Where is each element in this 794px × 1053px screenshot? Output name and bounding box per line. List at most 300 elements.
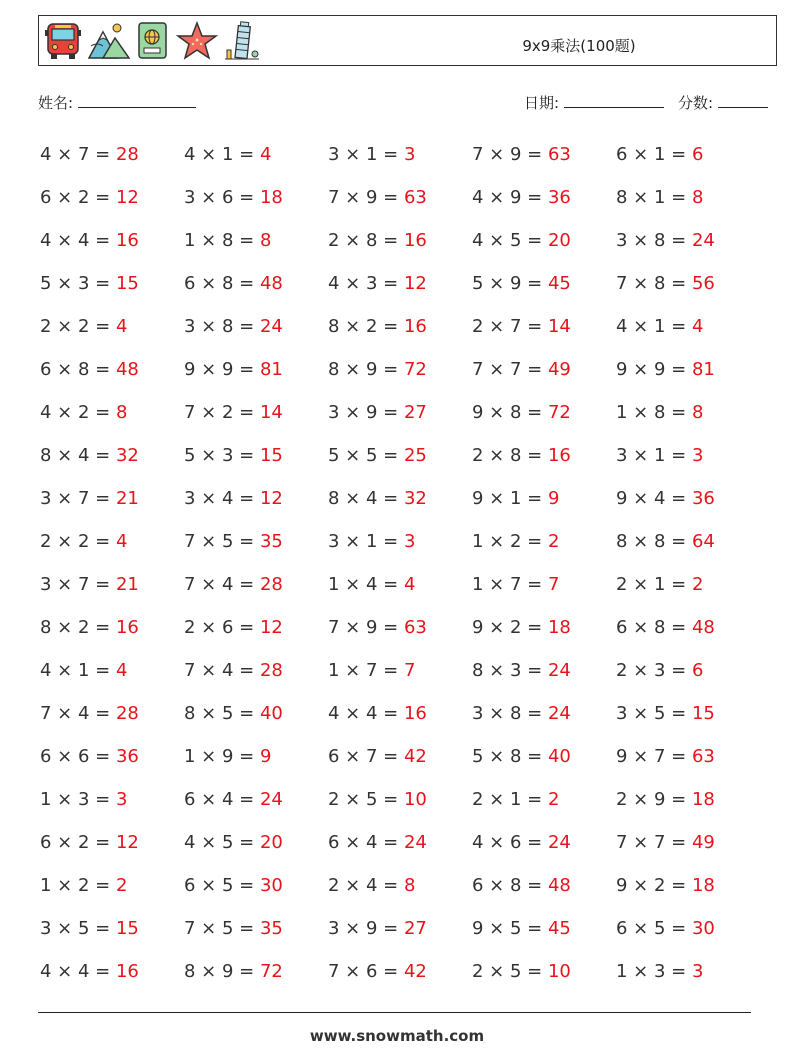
problem-cell <box>328 305 472 348</box>
problem-answer: 24 <box>547 832 571 853</box>
problem-answer: 48 <box>547 875 571 896</box>
problem-question: 9 × 9 = <box>616 359 687 380</box>
problem-row <box>40 391 760 434</box>
problem-question: 5 × 3 = <box>40 273 111 294</box>
problem-cell <box>616 864 760 907</box>
problem-cell <box>328 176 472 219</box>
problem-answer: 16 <box>115 230 139 251</box>
problem-cell <box>40 950 184 993</box>
problem-cell <box>184 262 328 305</box>
problem-question: 3 × 1 = <box>328 531 399 552</box>
problem-question: 1 × 8 = <box>184 230 255 251</box>
problem-question: 2 × 2 = <box>40 531 111 552</box>
problem-row <box>40 520 760 563</box>
problem-question: 6 × 8 = <box>40 359 111 380</box>
problem-question: 2 × 5 = <box>328 789 399 810</box>
problem-question: 7 × 2 = <box>184 402 255 423</box>
problem-question: 6 × 8 = <box>616 617 687 638</box>
problem-cell <box>40 649 184 692</box>
problem-answer: 8 <box>115 402 128 423</box>
problem-answer: 14 <box>547 316 571 337</box>
problem-question: 7 × 7 = <box>616 832 687 853</box>
problem-question: 4 × 6 = <box>472 832 543 853</box>
problem-answer: 48 <box>259 273 283 294</box>
problem-answer: 18 <box>259 187 283 208</box>
problem-cell <box>328 348 472 391</box>
problem-row <box>40 735 760 778</box>
problem-cell <box>472 262 616 305</box>
problem-row <box>40 262 760 305</box>
problem-cell <box>328 778 472 821</box>
problem-answer: 32 <box>403 488 427 509</box>
problem-cell <box>616 133 760 176</box>
mountain-icon <box>87 20 131 62</box>
problem-question: 5 × 9 = <box>472 273 543 294</box>
problem-cell <box>40 133 184 176</box>
problem-answer: 48 <box>115 359 139 380</box>
problem-cell <box>328 907 472 950</box>
problem-question: 8 × 3 = <box>472 660 543 681</box>
problem-question: 4 × 5 = <box>184 832 255 853</box>
problem-cell <box>328 864 472 907</box>
problem-cell <box>472 391 616 434</box>
problem-cell <box>472 606 616 649</box>
score-label: 分数: <box>678 94 714 112</box>
problem-cell <box>472 563 616 606</box>
problem-row <box>40 606 760 649</box>
header-icons <box>43 19 261 63</box>
problem-row <box>40 907 760 950</box>
problem-cell <box>40 520 184 563</box>
problem-question: 9 × 4 = <box>616 488 687 509</box>
problem-answer: 8 <box>259 230 272 251</box>
problem-cell <box>472 821 616 864</box>
problem-question: 5 × 8 = <box>472 746 543 767</box>
problem-answer: 63 <box>547 144 571 165</box>
date-blank[interactable] <box>564 93 664 108</box>
problem-cell <box>616 907 760 950</box>
problem-question: 1 × 3 = <box>40 789 111 810</box>
problem-answer: 16 <box>115 961 139 982</box>
problem-question: 4 × 7 = <box>40 144 111 165</box>
problem-cell <box>328 735 472 778</box>
problem-answer: 35 <box>259 531 283 552</box>
date-label: 日期: <box>524 94 560 112</box>
problem-answer: 16 <box>547 445 571 466</box>
problem-question: 1 × 7 = <box>328 660 399 681</box>
problem-cell <box>328 821 472 864</box>
problem-question: 8 × 2 = <box>328 316 399 337</box>
problem-cell <box>616 692 760 735</box>
problem-cell <box>328 692 472 735</box>
problem-answer: 6 <box>691 144 704 165</box>
problem-answer: 36 <box>547 187 571 208</box>
problem-question: 7 × 4 = <box>184 660 255 681</box>
problem-question: 4 × 4 = <box>328 703 399 724</box>
problem-answer: 4 <box>259 144 272 165</box>
problem-question: 4 × 4 = <box>40 230 111 251</box>
problem-question: 1 × 3 = <box>616 961 687 982</box>
problem-answer: 8 <box>691 187 704 208</box>
problem-question: 3 × 8 = <box>472 703 543 724</box>
problem-question: 4 × 3 = <box>328 273 399 294</box>
problem-cell <box>616 950 760 993</box>
problem-question: 3 × 7 = <box>40 488 111 509</box>
problem-cell <box>40 692 184 735</box>
problem-answer: 12 <box>115 187 139 208</box>
problem-question: 4 × 4 = <box>40 961 111 982</box>
problem-answer: 15 <box>115 273 139 294</box>
problem-answer: 12 <box>115 832 139 853</box>
problem-question: 6 × 8 = <box>184 273 255 294</box>
problem-row <box>40 348 760 391</box>
problem-cell <box>184 477 328 520</box>
problem-answer: 28 <box>115 144 139 165</box>
problem-row <box>40 692 760 735</box>
problem-cell <box>184 133 328 176</box>
problem-cell <box>328 477 472 520</box>
score-blank[interactable] <box>718 93 768 108</box>
problem-answer: 64 <box>691 531 715 552</box>
problem-row <box>40 950 760 993</box>
problem-question: 3 × 6 = <box>184 187 255 208</box>
problem-cell <box>472 950 616 993</box>
problem-answer: 72 <box>259 961 283 982</box>
problem-answer: 72 <box>403 359 427 380</box>
problem-question: 6 × 1 = <box>616 144 687 165</box>
problem-question: 3 × 8 = <box>184 316 255 337</box>
problem-question: 2 × 9 = <box>616 789 687 810</box>
problem-question: 9 × 9 = <box>184 359 255 380</box>
problem-cell <box>184 907 328 950</box>
problem-grid <box>40 133 760 993</box>
problem-question: 2 × 6 = <box>184 617 255 638</box>
problem-question: 8 × 1 = <box>616 187 687 208</box>
problem-cell <box>328 391 472 434</box>
problem-cell <box>472 477 616 520</box>
footer-divider <box>38 1012 751 1013</box>
problem-question: 7 × 5 = <box>184 531 255 552</box>
problem-answer: 18 <box>547 617 571 638</box>
problem-cell <box>40 563 184 606</box>
problem-cell <box>616 348 760 391</box>
problem-cell <box>40 219 184 262</box>
problem-answer: 63 <box>403 187 427 208</box>
worksheet-title: 9x9乘法(100题) <box>522 37 636 55</box>
problem-cell <box>184 520 328 563</box>
problem-cell <box>40 778 184 821</box>
problem-answer: 63 <box>691 746 715 767</box>
problem-question: 2 × 1 = <box>616 574 687 595</box>
problem-answer: 40 <box>547 746 571 767</box>
name-blank[interactable] <box>78 93 196 108</box>
problem-cell <box>616 563 760 606</box>
problem-question: 4 × 1 = <box>184 144 255 165</box>
problem-cell <box>184 692 328 735</box>
problem-answer: 24 <box>547 703 571 724</box>
problem-answer: 28 <box>259 574 283 595</box>
problem-question: 3 × 5 = <box>616 703 687 724</box>
problem-question: 7 × 4 = <box>184 574 255 595</box>
problem-question: 6 × 2 = <box>40 832 111 853</box>
bus-icon <box>43 20 83 62</box>
problem-question: 9 × 1 = <box>472 488 543 509</box>
problem-cell <box>40 606 184 649</box>
problem-cell <box>616 305 760 348</box>
problem-cell <box>472 735 616 778</box>
problem-question: 6 × 4 = <box>328 832 399 853</box>
problem-row <box>40 133 760 176</box>
problem-question: 2 × 1 = <box>472 789 543 810</box>
problem-cell <box>328 563 472 606</box>
problem-cell <box>40 477 184 520</box>
problem-question: 8 × 2 = <box>40 617 111 638</box>
problem-row <box>40 778 760 821</box>
problem-answer: 18 <box>691 875 715 896</box>
problem-answer: 27 <box>403 918 427 939</box>
problem-question: 8 × 8 = <box>616 531 687 552</box>
problem-question: 3 × 9 = <box>328 402 399 423</box>
problem-cell <box>616 262 760 305</box>
problem-question: 9 × 5 = <box>472 918 543 939</box>
problem-cell <box>184 348 328 391</box>
problem-cell <box>472 305 616 348</box>
header-box <box>38 15 777 66</box>
problem-cell <box>616 176 760 219</box>
problem-answer: 8 <box>403 875 416 896</box>
problem-answer: 42 <box>403 961 427 982</box>
name-label: 姓名: <box>38 94 74 112</box>
problem-question: 6 × 7 = <box>328 746 399 767</box>
problem-cell <box>472 434 616 477</box>
problem-answer: 32 <box>115 445 139 466</box>
problem-answer: 24 <box>403 832 427 853</box>
problem-answer: 7 <box>547 574 560 595</box>
problem-answer: 81 <box>691 359 715 380</box>
problem-answer: 30 <box>259 875 283 896</box>
problem-answer: 72 <box>547 402 571 423</box>
problem-cell <box>184 563 328 606</box>
problem-answer: 21 <box>115 488 139 509</box>
problem-answer: 12 <box>259 617 283 638</box>
problem-question: 1 × 8 = <box>616 402 687 423</box>
problem-answer: 10 <box>403 789 427 810</box>
problem-question: 7 × 6 = <box>328 961 399 982</box>
problem-answer: 49 <box>547 359 571 380</box>
problem-row <box>40 649 760 692</box>
problem-cell <box>472 778 616 821</box>
problem-answer: 42 <box>403 746 427 767</box>
problem-cell <box>40 176 184 219</box>
problem-cell <box>184 219 328 262</box>
problem-question: 7 × 9 = <box>328 617 399 638</box>
problem-answer: 4 <box>115 316 128 337</box>
problem-answer: 8 <box>691 402 704 423</box>
problem-answer: 12 <box>259 488 283 509</box>
problem-cell <box>184 649 328 692</box>
problem-answer: 28 <box>115 703 139 724</box>
problem-question: 2 × 3 = <box>616 660 687 681</box>
problem-cell <box>472 864 616 907</box>
problem-cell <box>40 391 184 434</box>
problem-row <box>40 563 760 606</box>
problem-answer: 2 <box>115 875 128 896</box>
leaning-tower-icon <box>223 20 261 62</box>
problem-answer: 4 <box>115 660 128 681</box>
problem-cell <box>40 907 184 950</box>
problem-question: 7 × 7 = <box>472 359 543 380</box>
problem-answer: 6 <box>691 660 704 681</box>
problem-answer: 48 <box>691 617 715 638</box>
problem-question: 7 × 9 = <box>472 144 543 165</box>
problem-cell <box>184 391 328 434</box>
problem-cell <box>40 305 184 348</box>
date-field <box>524 92 664 113</box>
problem-question: 3 × 4 = <box>184 488 255 509</box>
problem-cell <box>616 477 760 520</box>
problem-cell <box>40 434 184 477</box>
problem-answer: 56 <box>691 273 715 294</box>
problem-question: 3 × 1 = <box>328 144 399 165</box>
problem-row <box>40 219 760 262</box>
problem-question: 4 × 9 = <box>472 187 543 208</box>
problem-question: 7 × 8 = <box>616 273 687 294</box>
problem-question: 9 × 7 = <box>616 746 687 767</box>
problem-cell <box>616 821 760 864</box>
problem-answer: 15 <box>259 445 283 466</box>
problem-cell <box>616 735 760 778</box>
problem-question: 3 × 8 = <box>616 230 687 251</box>
problem-cell <box>472 907 616 950</box>
problem-cell <box>616 520 760 563</box>
problem-answer: 9 <box>547 488 560 509</box>
problem-question: 3 × 5 = <box>40 918 111 939</box>
problem-cell <box>40 348 184 391</box>
problem-cell <box>472 520 616 563</box>
problem-question: 1 × 9 = <box>184 746 255 767</box>
problem-answer: 30 <box>691 918 715 939</box>
problem-answer: 4 <box>403 574 416 595</box>
problem-answer: 27 <box>403 402 427 423</box>
problem-question: 9 × 2 = <box>616 875 687 896</box>
problem-cell <box>184 735 328 778</box>
problem-answer: 3 <box>691 445 704 466</box>
problem-question: 8 × 9 = <box>328 359 399 380</box>
problem-question: 9 × 2 = <box>472 617 543 638</box>
problem-answer: 3 <box>403 144 416 165</box>
problem-cell <box>40 262 184 305</box>
problem-question: 7 × 4 = <box>40 703 111 724</box>
problem-question: 4 × 2 = <box>40 402 111 423</box>
problem-cell <box>184 434 328 477</box>
problem-answer: 3 <box>691 961 704 982</box>
problem-cell <box>184 821 328 864</box>
problem-cell <box>616 219 760 262</box>
problem-cell <box>184 864 328 907</box>
problem-cell <box>472 649 616 692</box>
problem-question: 3 × 9 = <box>328 918 399 939</box>
problem-cell <box>616 391 760 434</box>
problem-answer: 24 <box>547 660 571 681</box>
problem-question: 6 × 8 = <box>472 875 543 896</box>
footer-url: www.snowmath.com <box>309 1027 485 1045</box>
problem-answer: 35 <box>259 918 283 939</box>
problem-row <box>40 821 760 864</box>
problem-answer: 16 <box>403 316 427 337</box>
problem-answer: 15 <box>691 703 715 724</box>
problem-cell <box>40 821 184 864</box>
score-field <box>678 92 768 113</box>
problem-question: 6 × 2 = <box>40 187 111 208</box>
problem-cell <box>184 305 328 348</box>
problem-cell <box>616 606 760 649</box>
problem-question: 9 × 8 = <box>472 402 543 423</box>
problem-cell <box>328 262 472 305</box>
problem-cell <box>328 649 472 692</box>
problem-answer: 28 <box>259 660 283 681</box>
problem-answer: 12 <box>403 273 427 294</box>
problem-answer: 16 <box>115 617 139 638</box>
problem-cell <box>40 735 184 778</box>
problem-answer: 7 <box>403 660 416 681</box>
problem-row <box>40 305 760 348</box>
problem-question: 1 × 4 = <box>328 574 399 595</box>
problem-question: 7 × 5 = <box>184 918 255 939</box>
problem-cell <box>328 606 472 649</box>
problem-cell <box>616 649 760 692</box>
problem-question: 5 × 3 = <box>184 445 255 466</box>
problem-cell <box>616 434 760 477</box>
problem-answer: 14 <box>259 402 283 423</box>
problem-answer: 16 <box>403 230 427 251</box>
problem-answer: 4 <box>691 316 704 337</box>
problem-cell <box>184 176 328 219</box>
problem-cell <box>472 348 616 391</box>
problem-answer: 21 <box>115 574 139 595</box>
problem-question: 6 × 6 = <box>40 746 111 767</box>
problem-question: 6 × 5 = <box>616 918 687 939</box>
problem-answer: 25 <box>403 445 427 466</box>
problem-question: 6 × 4 = <box>184 789 255 810</box>
problem-cell <box>328 520 472 563</box>
problem-question: 6 × 5 = <box>184 875 255 896</box>
problem-answer: 16 <box>403 703 427 724</box>
problem-answer: 2 <box>547 531 560 552</box>
problem-question: 4 × 5 = <box>472 230 543 251</box>
problem-question: 2 × 7 = <box>472 316 543 337</box>
problem-answer: 36 <box>115 746 139 767</box>
problem-answer: 45 <box>547 918 571 939</box>
problem-answer: 15 <box>115 918 139 939</box>
problem-answer: 4 <box>115 531 128 552</box>
problem-cell <box>616 778 760 821</box>
problem-question: 8 × 4 = <box>40 445 111 466</box>
starfish-icon <box>175 20 219 62</box>
problem-answer: 9 <box>259 746 272 767</box>
problem-answer: 36 <box>691 488 715 509</box>
problem-answer: 20 <box>259 832 283 853</box>
passport-icon <box>135 20 171 62</box>
problem-cell <box>472 219 616 262</box>
problem-question: 1 × 2 = <box>40 875 111 896</box>
problem-question: 2 × 4 = <box>328 875 399 896</box>
problem-answer: 3 <box>115 789 128 810</box>
problem-answer: 63 <box>403 617 427 638</box>
problem-question: 8 × 5 = <box>184 703 255 724</box>
problem-question: 2 × 8 = <box>328 230 399 251</box>
problem-cell <box>40 864 184 907</box>
problem-cell <box>328 219 472 262</box>
